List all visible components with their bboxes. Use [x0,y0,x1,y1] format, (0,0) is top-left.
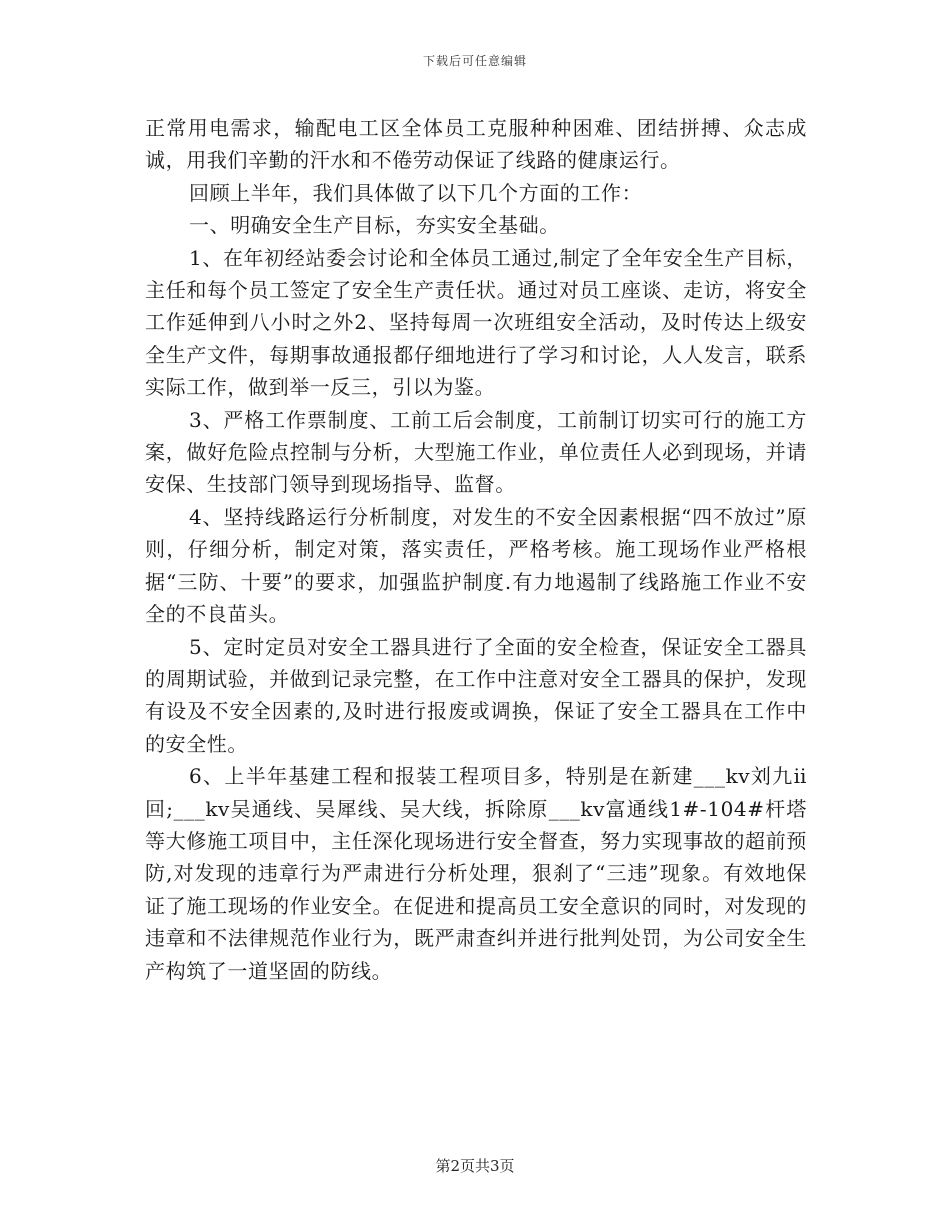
document-body [145,112,807,987]
paragraph-item-6: 6、上半年基建工程和报装工程项目多，特别是在新建___kv刘九ⅱ回;___kv吴通线、吴犀线、吴大线，拆除原___kv富通线1#-104#杆塔等大修施工项目中，主任深化现场进行安全督查，努力实现事故的超前预防,对发现的违章行为严肃进行分析处理，狠刹了“三违”现象。有效地保证了施工现场的作业安全。在促进和提高员工安全意识的同时，对发现的违章和不法律规范作业行为，既严肃查纠并进行批判处罚，为公司安全生产构筑了一道坚固的防线。 [145,764,807,983]
paragraph-continuation: 正常用电需求，输配电工区全体员工克服种种困难、团结拼搏、众志成诚，用我们辛勤的汗水和不倦劳动保证了线路的健康运行。 [145,116,807,173]
paragraph-item-5: 5、定时定员对安全工器具进行了全面的安全检查，保证安全工器具的周期试验，并做到记录完整，在工作中注意对安全工器具的保护，发现有设及不安全因素的,及时进行报废或调换，保证了安全工器具在工作中的安全性。 [145,634,807,756]
page-header-note: 下载后可任意编辑 [422,54,527,68]
paragraph-item-4: 4、坚持线路运行分析制度，对发生的不安全因素根据“四不放过”原则，仔细分析，制定对策，落实责任，严格考核。施工现场作业严格根据“三防、十要”的要求，加强监护制度.有力地遏制了线路施工作业不安全的不良苗头。 [145,504,807,627]
section-heading-safety-goals: 一、明确安全生产目标，夯实安全基础。 [189,213,560,238]
paragraph-item-1: 1、在年初经站委会讨论和全体员工通过,制定了全年安全生产目标，主任和每个员工签定了安全生产责任状。通过对员工座谈、走访，将安全工作延伸到八小时之外2、坚持每周一次班组安全活动，及时传达上级安全生产文件，每期事故通报都仔细地进行了学习和讨论，人人发言，联系实际工作，做到举一反三，引以为鉴。 [145,245,807,400]
paragraph-item-3: 3、严格工作票制度、工前工后会制度，工前制订切实可行的施工方案，做好危险点控制与分析，大型施工作业，单位责任人必到现场，并请安保、生技部门领导到现场指导、监督。 [145,407,807,497]
paragraph-review-intro: 回顾上半年，我们具体做了以下几个方面的工作： [189,180,643,205]
page-number: 第2页共3页 [435,1157,515,1175]
